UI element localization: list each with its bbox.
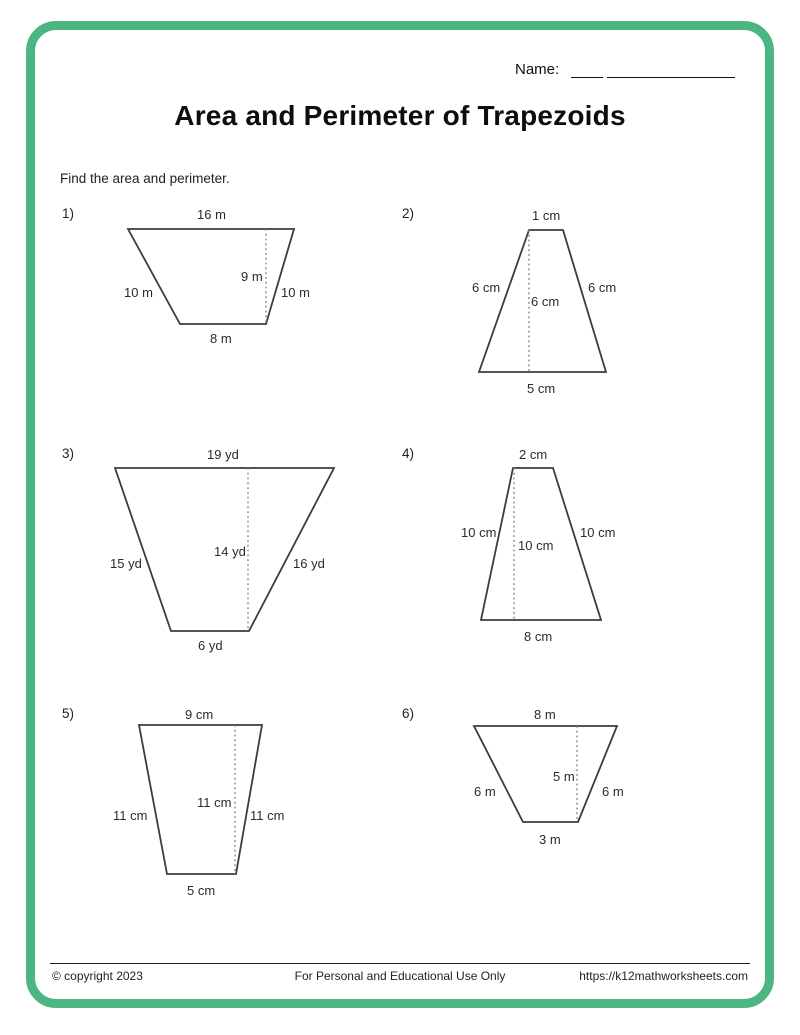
dimension-label-height: 14 yd [214, 544, 246, 559]
dimension-label-bottom: 8 m [210, 331, 232, 346]
dimension-label-bottom: 8 cm [524, 629, 553, 644]
dimension-label-left: 10 cm [461, 525, 497, 540]
dimension-label-top: 8 m [534, 707, 556, 722]
dimension-label-top: 19 yd [207, 447, 239, 462]
dimension-label-bottom: 5 cm [527, 381, 556, 396]
page-title: Area and Perimeter of Trapezoids [174, 100, 626, 131]
dimension-label-left: 15 yd [110, 556, 142, 571]
problem-number: 5) [62, 706, 75, 721]
footer-divider [50, 963, 750, 964]
dimension-label-left: 6 cm [472, 280, 501, 295]
dimension-label-height: 5 m [553, 769, 575, 784]
dimension-label-bottom: 6 yd [198, 638, 223, 653]
dimension-label-right: 11 cm [250, 808, 285, 823]
problem-number: 3) [62, 446, 75, 461]
problem-number: 6) [402, 706, 415, 721]
problem-number: 2) [402, 206, 415, 221]
dimension-label-right: 16 yd [293, 556, 325, 571]
problem-number: 4) [402, 446, 415, 461]
name-row [515, 61, 735, 78]
instructions: Find the area and perimeter. [60, 171, 230, 186]
dimension-label-left: 10 m [124, 285, 153, 300]
name-label: Name: [515, 61, 560, 78]
dimension-label-right: 10 cm [580, 525, 616, 540]
name-blank-line [571, 63, 603, 78]
footer-usage: For Personal and Educational Use Only [294, 969, 506, 983]
dimension-label-height: 9 m [241, 269, 263, 284]
dimension-label-height: 10 cm [518, 538, 554, 553]
dimension-label-height: 6 cm [531, 294, 560, 309]
footer-copyright: © copyright 2023 [52, 969, 143, 983]
dimension-label-left: 6 m [474, 784, 496, 799]
footer-url: https://k12mathworksheets.com [579, 969, 748, 983]
name-blank-line [607, 63, 735, 78]
page-border-frame [26, 21, 774, 1008]
dimension-label-top: 2 cm [519, 447, 548, 462]
dimension-label-top: 16 m [197, 207, 226, 222]
dimension-label-right: 10 m [281, 285, 310, 300]
dimension-label-top: 9 cm [185, 707, 214, 722]
dimension-label-right: 6 m [602, 784, 624, 799]
dimension-label-right: 6 cm [588, 280, 617, 295]
dimension-label-left: 11 cm [113, 808, 148, 823]
problem-number: 1) [62, 206, 75, 221]
dimension-label-bottom: 5 cm [187, 883, 216, 898]
dimension-label-bottom: 3 m [539, 832, 561, 847]
dimension-label-height: 11 cm [197, 795, 232, 810]
dimension-label-top: 1 cm [532, 208, 561, 223]
